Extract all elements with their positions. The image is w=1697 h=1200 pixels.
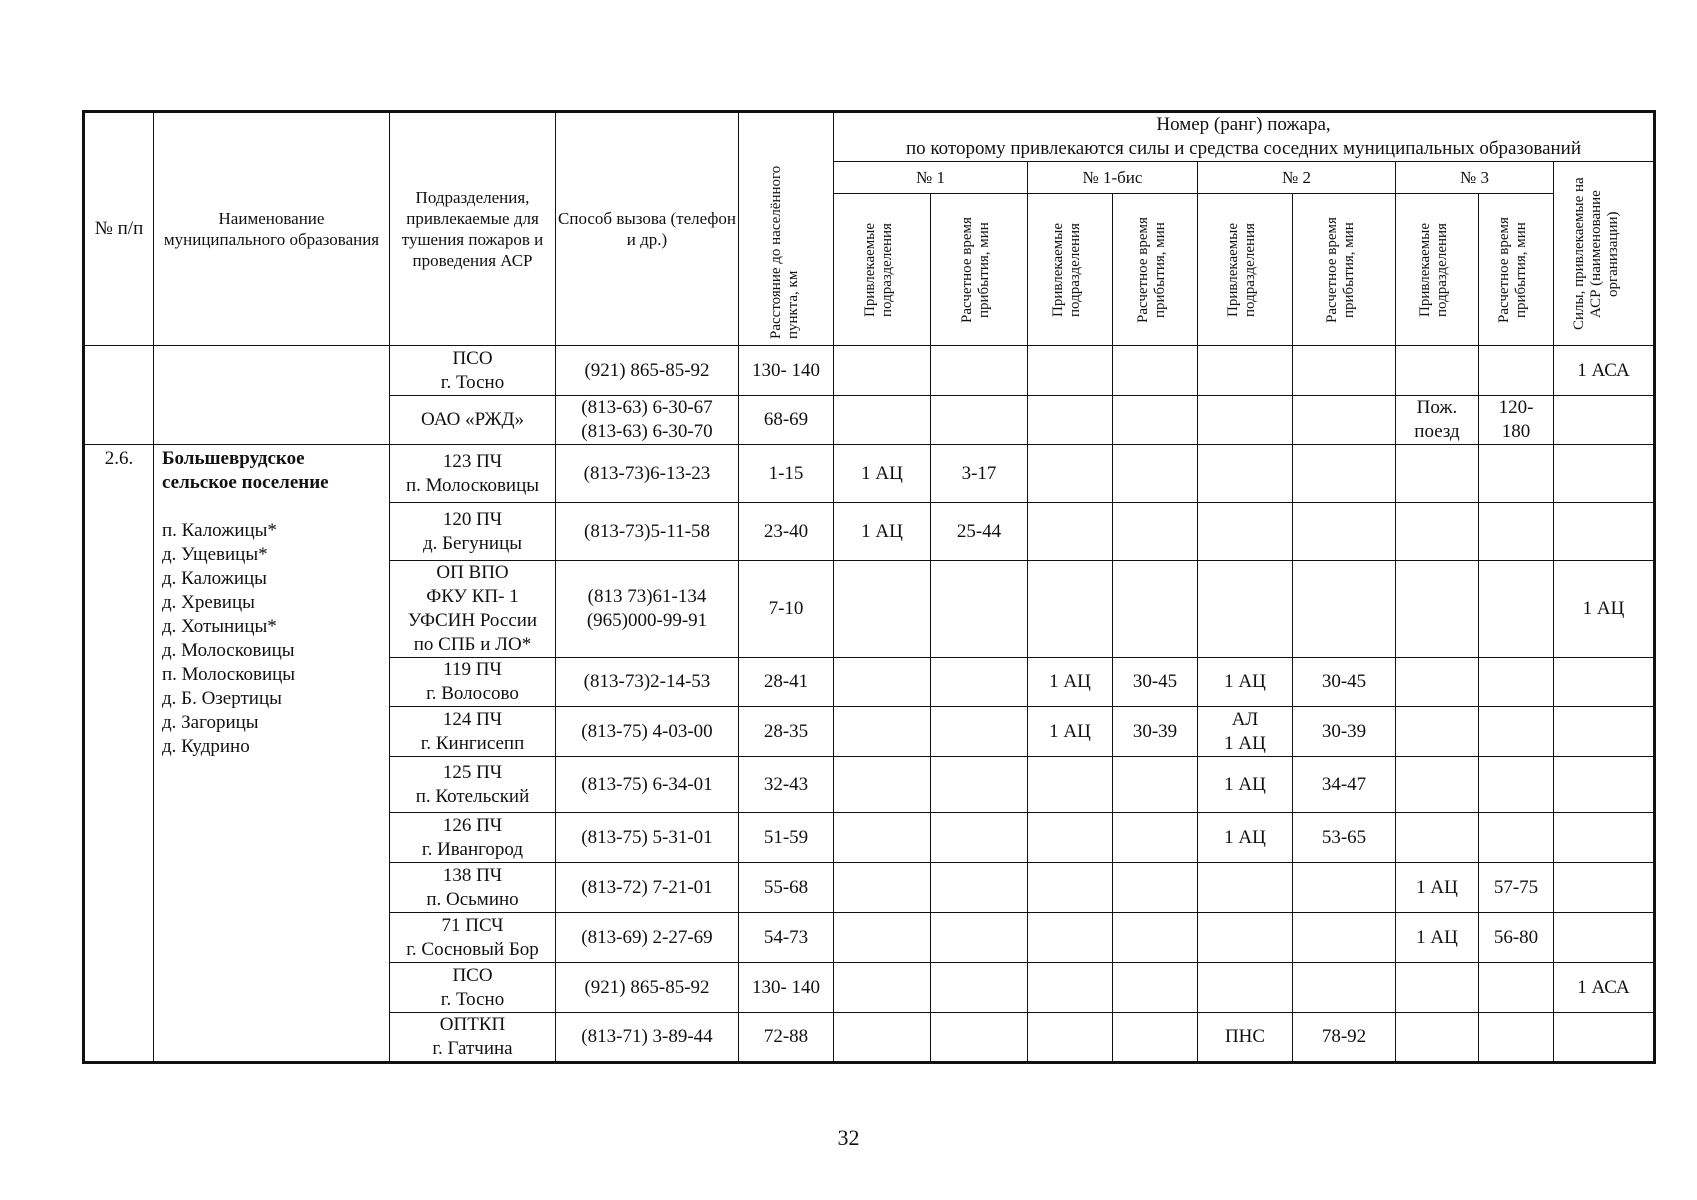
rank3-unit-cell [1396, 813, 1479, 863]
rank3-unit-cell [1396, 963, 1479, 1013]
prev-municipality-cell [154, 346, 390, 445]
rank1bis-time-cell [1113, 396, 1198, 445]
asr-cell: 1 АСА [1554, 963, 1655, 1013]
distance-cell: 72-88 [739, 1013, 834, 1063]
unit-cell-line: 120 ПЧ [442, 508, 503, 530]
unit-cell [390, 813, 556, 863]
header-asr: Силы, привлекаемые на АСР (наименование организации) [1570, 177, 1621, 330]
unit-cell-line: ПСО [452, 347, 493, 369]
header-r1b-time: Расчетное время прибытия, мин [1135, 216, 1168, 323]
header-r2-time: Расчетное время прибытия, мин [1324, 216, 1357, 323]
page-number: 32 [837, 1125, 860, 1150]
distance-cell: 1-15 [739, 445, 834, 503]
rank3-time-cell [1479, 813, 1554, 863]
rank1bis-unit-cell: 1 АЦ [1028, 658, 1113, 707]
unit-cell-line: ОПТКП [439, 1014, 506, 1035]
unit-cell-line: г. Кингисепп [420, 732, 525, 754]
rank1-unit-cell [834, 757, 931, 813]
phone-cell-line: (813-75) 4-03-00 [581, 720, 713, 742]
phone-cell-line: (813-75) 5-31-01 [581, 826, 713, 848]
distance-cell: 28-41 [739, 658, 834, 707]
rank1-time-cell: 25-44 [931, 503, 1028, 561]
rank1-unit-cell [834, 813, 931, 863]
rank1-unit-cell [834, 396, 931, 445]
phone-cell-line: (921) 865-85-92 [584, 976, 710, 998]
distance-cell: 7-10 [739, 561, 834, 658]
unit-cell-line: п. Осьмино [426, 888, 519, 910]
settlement-item: д. Кудрино [162, 736, 250, 757]
phone-cell-line: (813-69) 2-27-69 [581, 926, 713, 948]
rank2-unit-cell-line: 1 АЦ [1224, 826, 1266, 848]
rank2-unit-cell [1198, 1013, 1293, 1063]
fire-resources-table [82, 110, 1656, 1064]
unit-cell-line: п. Молосковицы [405, 474, 540, 496]
rank3-unit-cell [1396, 561, 1479, 658]
rank1-time-cell [931, 346, 1028, 396]
rank2-time-cell: 30-45 [1293, 658, 1396, 707]
rank3-unit-cell-line: Пож. [1416, 397, 1458, 418]
rank3-unit-cell [1396, 346, 1479, 396]
rank1-time-cell [931, 658, 1028, 707]
rank2-time-cell [1293, 346, 1396, 396]
rank1-time-cell [931, 913, 1028, 963]
phone-cell [556, 503, 739, 561]
rank2-unit-cell [1198, 396, 1293, 445]
unit-cell-line: п. Котельский [415, 785, 530, 807]
rank2-unit-cell [1198, 503, 1293, 561]
rank3-time-cell [1479, 561, 1554, 658]
phone-cell [556, 346, 739, 396]
header-rank3: № 3 [1396, 162, 1554, 194]
rank2-unit-cell-line: АЛ [1231, 708, 1259, 730]
rank3-unit-cell-line: 1 АЦ [1416, 876, 1458, 898]
rank2-unit-cell [1198, 813, 1293, 863]
asr-cell [1554, 445, 1655, 503]
rank1-time-cell [931, 561, 1028, 658]
phone-cell [556, 707, 739, 757]
rank1-time-cell [931, 963, 1028, 1013]
asr-cell [1554, 1013, 1655, 1063]
header-distance-cell [739, 112, 834, 346]
rank1-time-cell [931, 863, 1028, 913]
rank1bis-unit-cell [1028, 346, 1113, 396]
municipality-name-line2: сельское поселение [162, 472, 329, 493]
unit-cell-line: г. Тосно [440, 371, 505, 393]
rank1bis-time-cell [1113, 863, 1198, 913]
rank1bis-time-cell: 30-45 [1113, 658, 1198, 707]
rank1bis-unit-cell [1028, 863, 1113, 913]
rank1bis-time-cell [1113, 503, 1198, 561]
unit-cell-line: ОАО «РЖД» [421, 409, 524, 430]
rank1bis-unit-cell [1028, 963, 1113, 1013]
rank1-unit-cell: 1 АЦ [834, 503, 931, 561]
distance-cell: 130- 140 [739, 963, 834, 1013]
unit-cell-line: г. Сосновый Бор [406, 938, 539, 960]
header-rank-title-line2: по которому привлекаются силы и средства соседних муниципальных образований [905, 138, 1582, 159]
rank1bis-time-cell [1113, 913, 1198, 963]
rank3-unit-cell [1396, 445, 1479, 503]
unit-cell [390, 346, 556, 396]
rank2-time-cell [1293, 503, 1396, 561]
rank1bis-time-cell [1113, 561, 1198, 658]
rank2-unit-cell [1198, 913, 1293, 963]
unit-cell-line: УФСИН России [407, 610, 538, 631]
phone-cell [556, 913, 739, 963]
distance-cell: 23-40 [739, 503, 834, 561]
unit-cell [390, 445, 556, 503]
rank3-time-cell-line: 120- [1498, 397, 1534, 418]
header-rank2: № 2 [1198, 162, 1396, 194]
unit-cell-line: ПСО [452, 964, 493, 986]
header-rank1: № 1 [834, 162, 1028, 194]
rank3-time-cell [1479, 445, 1554, 503]
rank2-unit-cell-line: ПНС [1224, 1026, 1266, 1047]
rank1bis-unit-cell [1028, 396, 1113, 445]
phone-cell-line: (813-75) 6-34-01 [581, 773, 713, 795]
unit-cell-line: ОП ВПО [436, 562, 509, 583]
phone-cell-line: (813-73)5-11-58 [584, 520, 710, 542]
unit-cell-line: 71 ПСЧ [441, 914, 504, 936]
unit-cell-line: г. Ивангород [421, 838, 524, 860]
settlements-list [162, 519, 387, 759]
header-r3-involved: Привлекаемые подразделения [1417, 222, 1450, 317]
rank1-unit-cell [834, 963, 931, 1013]
header-call: Способ вызова (телефон и др.) [556, 112, 739, 346]
rank1bis-unit-cell [1028, 757, 1113, 813]
rank1-time-cell [931, 757, 1028, 813]
settlement-item: д. Ущевицы* [162, 544, 268, 565]
settlement-item: д. Хревицы [162, 592, 255, 613]
header-r3-time-cell [1479, 194, 1554, 346]
unit-cell [390, 963, 556, 1013]
rank2-unit-cell [1198, 757, 1293, 813]
rank3-time-cell-line: 56-80 [1493, 926, 1539, 948]
rank2-unit-cell [1198, 707, 1293, 757]
asr-cell [1554, 396, 1655, 445]
header-r1b-involved: Привлекаемые подразделения [1050, 222, 1083, 317]
rank3-unit-cell [1396, 503, 1479, 561]
distance-cell: 54-73 [739, 913, 834, 963]
section-number: 2.6. [84, 445, 154, 1063]
unit-cell [390, 561, 556, 658]
unit-cell-line: д. Бегуницы [422, 532, 523, 554]
phone-cell [556, 863, 739, 913]
rank1-unit-cell [834, 863, 931, 913]
phone-cell [556, 813, 739, 863]
distance-cell: 51-59 [739, 813, 834, 863]
rank1bis-time-cell [1113, 813, 1198, 863]
rank3-unit-cell [1396, 396, 1479, 445]
header-num: № п/п [84, 112, 154, 346]
asr-cell: 1 АЦ [1554, 561, 1655, 658]
phone-cell-line: (813-73)2-14-53 [583, 671, 711, 692]
phone-cell [556, 658, 739, 707]
settlement-item: д. Молосковицы [162, 640, 295, 661]
asr-cell [1554, 757, 1655, 813]
rank1bis-unit-cell [1028, 813, 1113, 863]
rank1bis-unit-cell [1028, 503, 1113, 561]
rank1-unit-cell [834, 913, 931, 963]
header-r1-involved: Привлекаемые подразделения [862, 222, 895, 317]
unit-cell-line: 138 ПЧ [442, 864, 503, 886]
rank1-time-cell: 3-17 [931, 445, 1028, 503]
unit-cell [390, 658, 556, 707]
rank2-time-cell [1293, 396, 1396, 445]
rank2-time-cell: 34-47 [1293, 757, 1396, 813]
rank3-unit-cell [1396, 913, 1479, 963]
rank2-time-cell [1293, 445, 1396, 503]
settlement-item: д. Каложицы [162, 568, 267, 589]
settlement-item: д. Хотыницы* [162, 616, 277, 637]
rank2-unit-cell [1198, 445, 1293, 503]
rank1bis-unit-cell [1028, 913, 1113, 963]
rank2-time-cell: 78-92 [1293, 1013, 1396, 1063]
rank1-unit-cell [834, 346, 931, 396]
unit-cell-line: 119 ПЧ [443, 659, 502, 680]
rank3-time-cell [1479, 396, 1554, 445]
rank3-time-cell [1479, 346, 1554, 396]
unit-cell [390, 1013, 556, 1063]
rank1bis-time-cell [1113, 963, 1198, 1013]
rank3-time-cell [1479, 707, 1554, 757]
rank1bis-time-cell: 30-39 [1113, 707, 1198, 757]
asr-cell: 1 АСА [1554, 346, 1655, 396]
rank3-time-cell [1479, 503, 1554, 561]
rank2-time-cell [1293, 561, 1396, 658]
unit-cell-line: г. Тосно [440, 988, 505, 1010]
header-distance: Расстояние до населённого пункта, км [768, 165, 801, 339]
rank3-time-cell-line: 57-75 [1493, 876, 1539, 898]
rank3-time-cell [1479, 1013, 1554, 1063]
rank3-time-cell [1479, 963, 1554, 1013]
rank3-time-cell [1479, 913, 1554, 963]
table-row [84, 445, 1655, 503]
rank2-time-cell: 30-39 [1293, 707, 1396, 757]
rank2-time-cell [1293, 963, 1396, 1013]
settlement-item: д. Загорицы [162, 712, 259, 733]
phone-cell-line: (813-71) 3-89-44 [581, 1026, 713, 1047]
asr-cell [1554, 658, 1655, 707]
rank2-unit-cell [1198, 963, 1293, 1013]
rank1-time-cell [931, 1013, 1028, 1063]
distance-cell: 68-69 [739, 396, 834, 445]
rank1-time-cell [931, 707, 1028, 757]
rank1-time-cell [931, 813, 1028, 863]
distance-cell: 32-43 [739, 757, 834, 813]
asr-cell [1554, 813, 1655, 863]
unit-cell [390, 396, 556, 445]
settlement-item: п. Каложицы* [162, 520, 277, 541]
unit-cell [390, 757, 556, 813]
rank2-unit-cell [1198, 561, 1293, 658]
unit-cell-line: 126 ПЧ [442, 814, 503, 836]
distance-cell: 55-68 [739, 863, 834, 913]
municipality-name-line1: Большеврудское [162, 448, 305, 469]
phone-cell [556, 963, 739, 1013]
rank3-unit-cell [1396, 757, 1479, 813]
header-r1-time: Расчетное время прибытия, мин [959, 216, 992, 323]
prev-num-cell [84, 346, 154, 445]
rank1-unit-cell [834, 561, 931, 658]
rank3-time-cell [1479, 757, 1554, 813]
header-r1b-time-cell [1113, 194, 1198, 346]
rank1bis-time-cell [1113, 346, 1198, 396]
rank3-unit-cell [1396, 707, 1479, 757]
unit-cell [390, 707, 556, 757]
phone-cell [556, 445, 739, 503]
header-rank1bis: № 1-бис [1028, 162, 1198, 194]
rank1-unit-cell [834, 1013, 931, 1063]
asr-cell [1554, 503, 1655, 561]
phone-cell-line: (921) 865-85-92 [584, 359, 710, 381]
header-r2-time-cell [1293, 194, 1396, 346]
unit-cell [390, 863, 556, 913]
rank1bis-time-cell [1113, 757, 1198, 813]
unit-cell-line: 124 ПЧ [442, 708, 503, 730]
unit-cell-line: ФКУ КП- 1 [426, 586, 519, 607]
header-rank-title-line1: Номер (ранг) пожара, [1156, 114, 1331, 135]
unit-cell-line: 125 ПЧ [442, 761, 503, 783]
rank2-unit-cell-line: 1 АЦ [1224, 732, 1266, 754]
rank2-unit-cell-line: 1 АЦ [1224, 773, 1266, 795]
asr-cell [1554, 707, 1655, 757]
header-rank-title [834, 112, 1655, 162]
phone-cell [556, 1013, 739, 1063]
header-r3-time: Расчетное время прибытия, мин [1496, 216, 1529, 323]
rank1bis-time-cell [1113, 1013, 1198, 1063]
phone-cell-line: (813 73)61-134 [587, 586, 707, 607]
rank1-unit-cell [834, 658, 931, 707]
settlement-item: д. Б. Озертицы [162, 688, 282, 709]
rank2-time-cell [1293, 913, 1396, 963]
unit-cell [390, 913, 556, 963]
unit-cell [390, 503, 556, 561]
rank1-unit-cell [834, 707, 931, 757]
rank3-time-cell [1479, 863, 1554, 913]
header-r1b-involved-cell [1028, 194, 1113, 346]
rank1bis-unit-cell [1028, 445, 1113, 503]
header-r1-involved-cell [834, 194, 931, 346]
rank1bis-unit-cell [1028, 1013, 1113, 1063]
header-units: Подразделения, привлекаемые для тушения пожаров и проведения АСР [390, 112, 556, 346]
rank2-time-cell [1293, 863, 1396, 913]
phone-cell-line: (813-72) 7-21-01 [581, 876, 713, 898]
unit-cell-line: г. Гатчина [432, 1038, 513, 1059]
rank3-unit-cell [1396, 1013, 1479, 1063]
rank3-time-cell-line: 180 [1501, 421, 1531, 442]
rank1-time-cell [931, 396, 1028, 445]
rank3-unit-cell-line: поезд [1414, 421, 1460, 442]
distance-cell: 130- 140 [739, 346, 834, 396]
asr-cell [1554, 863, 1655, 913]
rank3-unit-cell [1396, 863, 1479, 913]
header-r1-time-cell [931, 194, 1028, 346]
rank1bis-unit-cell: 1 АЦ [1028, 707, 1113, 757]
rank2-unit-cell-line: 1 АЦ [1224, 671, 1266, 692]
header-municipality: Наименование муниципального образования [154, 112, 390, 346]
header-asr-cell [1554, 162, 1655, 346]
phone-cell-line: (813-63) 6-30-70 [581, 421, 713, 442]
table-row [84, 346, 1655, 396]
rank2-time-cell: 53-65 [1293, 813, 1396, 863]
rank2-unit-cell [1198, 863, 1293, 913]
unit-cell-line: по СПБ и ЛО* [413, 634, 532, 655]
rank2-unit-cell [1198, 346, 1293, 396]
phone-cell [556, 396, 739, 445]
distance-cell: 28-35 [739, 707, 834, 757]
phone-cell [556, 561, 739, 658]
phone-cell-line: (813-63) 6-30-67 [581, 397, 713, 418]
asr-cell [1554, 913, 1655, 963]
phone-cell-line: (813-73)6-13-23 [583, 462, 711, 484]
phone-cell [556, 757, 739, 813]
phone-cell-line: (965)000-99-91 [586, 610, 708, 631]
header-r2-involved-cell [1198, 194, 1293, 346]
rank1-unit-cell: 1 АЦ [834, 445, 931, 503]
unit-cell-line: г. Волосово [426, 683, 519, 704]
rank2-unit-cell [1198, 658, 1293, 707]
header-r3-involved-cell [1396, 194, 1479, 346]
rank1bis-time-cell [1113, 445, 1198, 503]
rank1bis-unit-cell [1028, 561, 1113, 658]
header-r2-involved: Привлекаемые подразделения [1225, 222, 1258, 317]
settlement-item: п. Молосковицы [162, 664, 296, 685]
rank3-time-cell [1479, 658, 1554, 707]
rank3-unit-cell-line: 1 АЦ [1416, 926, 1458, 948]
section-municipality [154, 445, 390, 1063]
rank3-unit-cell [1396, 658, 1479, 707]
unit-cell-line: 123 ПЧ [442, 450, 503, 472]
